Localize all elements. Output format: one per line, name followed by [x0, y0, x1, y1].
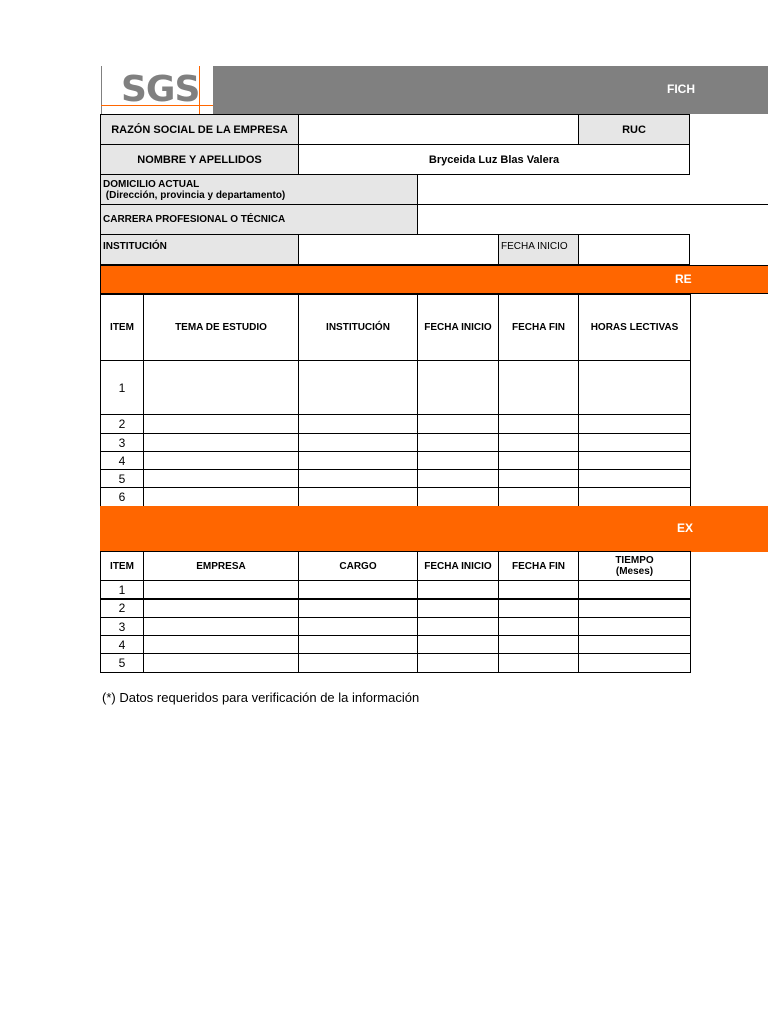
experience-item-number: 2: [100, 598, 144, 618]
studies-banner-title: RE: [675, 272, 692, 286]
carrera-label: CARRERA PROFESIONAL O TÉCNICA: [100, 204, 418, 235]
studies-item-number: 5: [100, 469, 144, 488]
razon-social-value[interactable]: [298, 114, 579, 145]
logo: [101, 66, 213, 114]
studies-cell[interactable]: [578, 360, 691, 415]
studies-cell[interactable]: [143, 433, 299, 452]
studies-header-2: INSTITUCIÓN: [298, 294, 418, 361]
experience-cell[interactable]: [298, 598, 418, 618]
experience-cell[interactable]: [498, 617, 579, 636]
studies-cell[interactable]: [417, 414, 499, 434]
studies-cell[interactable]: [498, 360, 579, 415]
experience-cell[interactable]: [417, 598, 499, 618]
studies-item-number: 1: [100, 360, 144, 415]
experience-header-tiempo: [578, 551, 691, 581]
studies-cell[interactable]: [578, 414, 691, 434]
nombre-label: NOMBRE Y APELLIDOS: [100, 144, 299, 175]
logo-text: SGS: [121, 69, 200, 110]
experience-item-number: 4: [100, 635, 144, 654]
experience-cell[interactable]: [578, 653, 691, 673]
studies-cell[interactable]: [578, 469, 691, 488]
studies-cell[interactable]: [143, 487, 299, 507]
ruc-label: RUC: [578, 114, 690, 145]
institucion-value[interactable]: [298, 234, 499, 265]
studies-header-4: FECHA FIN: [498, 294, 579, 361]
studies-cell[interactable]: [298, 414, 418, 434]
experience-cell[interactable]: [498, 598, 579, 618]
studies-cell[interactable]: [298, 451, 418, 470]
studies-item-number: 3: [100, 433, 144, 452]
studies-item-number: 4: [100, 451, 144, 470]
studies-cell[interactable]: [143, 360, 299, 415]
studies-cell[interactable]: [578, 487, 691, 507]
header-bar: [213, 66, 768, 114]
studies-cell[interactable]: [417, 433, 499, 452]
studies-cell[interactable]: [578, 433, 691, 452]
experience-header-tiempo-tiempo-line1: TIEMPO: [615, 555, 654, 566]
studies-header-5: HORAS LECTIVAS: [578, 294, 691, 361]
experience-banner: [100, 506, 768, 552]
studies-cell[interactable]: [417, 360, 499, 415]
experience-header-1: EMPRESA: [143, 551, 299, 581]
fecha-inicio-value[interactable]: [578, 234, 690, 265]
studies-cell[interactable]: [417, 487, 499, 507]
experience-cell[interactable]: [298, 617, 418, 636]
studies-cell[interactable]: [298, 433, 418, 452]
experience-cell[interactable]: [578, 617, 691, 636]
experience-header-0: ITEM: [100, 551, 144, 581]
experience-cell[interactable]: [498, 580, 579, 600]
domicilio-label-line2: (Dirección, provincia y departamento): [103, 189, 286, 201]
experience-cell[interactable]: [417, 653, 499, 673]
nombre-value[interactable]: Bryceida Luz Blas Valera: [298, 144, 690, 175]
experience-cell[interactable]: [298, 635, 418, 654]
experience-item-number: 1: [100, 580, 144, 600]
studies-cell[interactable]: [143, 469, 299, 488]
domicilio-label: [100, 174, 418, 205]
studies-cell[interactable]: [498, 414, 579, 434]
experience-header-2: CARGO: [298, 551, 418, 581]
domicilio-label-line1: DOMICILIO ACTUAL: [103, 178, 200, 190]
logo-line-left: [101, 66, 102, 114]
experience-cell[interactable]: [417, 617, 499, 636]
studies-cell[interactable]: [143, 451, 299, 470]
studies-cell[interactable]: [498, 433, 579, 452]
experience-cell[interactable]: [578, 580, 691, 600]
experience-cell[interactable]: [578, 635, 691, 654]
experience-cell[interactable]: [417, 635, 499, 654]
experience-cell[interactable]: [298, 580, 418, 600]
experience-cell[interactable]: [143, 617, 299, 636]
experience-cell[interactable]: [417, 580, 499, 600]
experience-item-number: 3: [100, 617, 144, 636]
studies-cell[interactable]: [578, 451, 691, 470]
experience-cell[interactable]: [143, 598, 299, 618]
domicilio-value[interactable]: [417, 174, 768, 205]
experience-item-number: 5: [100, 653, 144, 673]
razon-social-label: RAZÓN SOCIAL DE LA EMPRESA: [100, 114, 299, 145]
studies-cell[interactable]: [298, 487, 418, 507]
studies-cell[interactable]: [417, 451, 499, 470]
carrera-value[interactable]: [417, 204, 768, 235]
experience-cell[interactable]: [578, 598, 691, 618]
studies-header-3: FECHA INICIO: [417, 294, 499, 361]
studies-item-number: 2: [100, 414, 144, 434]
experience-cell[interactable]: [298, 653, 418, 673]
studies-cell[interactable]: [298, 360, 418, 415]
experience-cell[interactable]: [143, 635, 299, 654]
footnote: (*) Datos requeridos para verificación de la información: [102, 690, 420, 705]
experience-header-tiempo-tiempo-line2: (Meses): [615, 566, 654, 577]
studies-header-1: TEMA DE ESTUDIO: [143, 294, 299, 361]
studies-cell[interactable]: [143, 414, 299, 434]
experience-header-4: FECHA FIN: [498, 551, 579, 581]
studies-cell[interactable]: [498, 487, 579, 507]
experience-cell[interactable]: [143, 653, 299, 673]
experience-cell[interactable]: [143, 580, 299, 600]
studies-cell[interactable]: [298, 469, 418, 488]
experience-banner-title: EX: [677, 521, 694, 535]
institucion-label: INSTITUCIÓN: [100, 234, 299, 265]
studies-header-0: ITEM: [100, 294, 144, 361]
studies-cell[interactable]: [498, 469, 579, 488]
experience-cell[interactable]: [498, 635, 579, 654]
studies-banner: [100, 265, 768, 294]
fecha-inicio-label: FECHA INICIO: [498, 234, 579, 265]
experience-header-3: FECHA INICIO: [417, 551, 499, 581]
studies-cell[interactable]: [498, 451, 579, 470]
experience-cell[interactable]: [498, 653, 579, 673]
studies-item-number: 6: [100, 487, 144, 507]
studies-cell[interactable]: [417, 469, 499, 488]
header-title: FICH: [667, 82, 695, 96]
